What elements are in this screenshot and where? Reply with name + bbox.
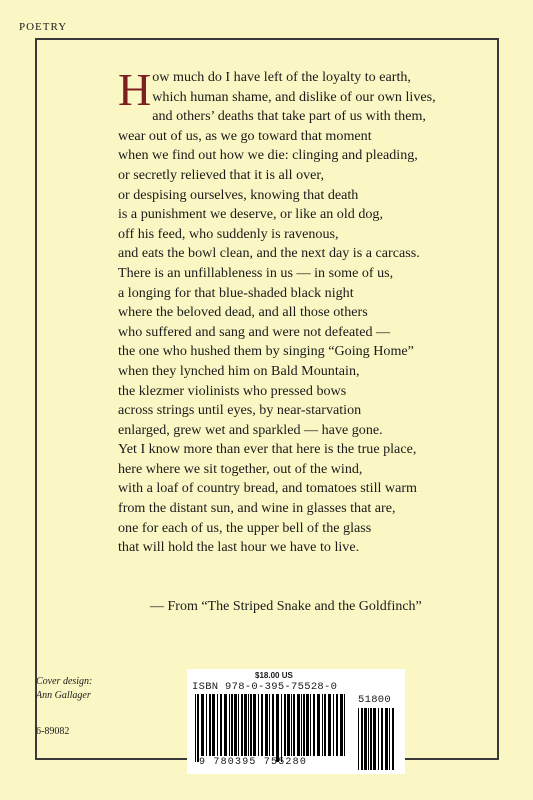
poem-line: off his feed, who suddenly is ravenous, [118, 225, 339, 242]
barcode-bar [195, 694, 196, 762]
poem-line: who suffered and sang and were not defeated — [118, 323, 391, 340]
barcode-bar [317, 694, 320, 756]
barcode-bar [361, 708, 363, 770]
barcode-bar [212, 694, 215, 756]
barcode-bar [340, 694, 343, 756]
category-label: POETRY [19, 21, 68, 33]
poem-line: here where we sit together, out of the wind, [118, 460, 363, 477]
barcode-bar [224, 694, 227, 756]
barcode-bar [322, 694, 323, 756]
barcode-bar [306, 694, 309, 756]
barcode-bar [258, 694, 259, 756]
barcode-bar [220, 694, 222, 756]
poem-line: is a punishment we deserve, or like an old dog, [118, 206, 383, 223]
barcode-bar [381, 708, 383, 770]
barcode-bar [301, 694, 302, 756]
barcode-bar [344, 694, 345, 756]
poem-line: where the beloved dead, and all those others [118, 304, 368, 321]
isbn-number: ISBN 978-0-395-75528-0 [192, 681, 338, 693]
cover-designer-name: Ann Gallager [36, 690, 91, 701]
cover-design-credit [36, 675, 92, 703]
barcode-bar [231, 694, 233, 756]
barcode-bar [297, 694, 300, 756]
poem-line: the one who hushed them by singing “Going Home” [118, 343, 414, 360]
product-code: 6-89082 [36, 726, 70, 737]
barcode-bar [238, 694, 239, 756]
barcode-bar [324, 694, 326, 756]
barcode-bar [385, 708, 388, 770]
poem-line: or despising ourselves, knowing that death [118, 186, 359, 203]
barcode-bar [328, 694, 331, 756]
poem-line: which human shame, and dislike of our own lives, [152, 88, 436, 105]
barcode-bar [248, 694, 249, 756]
barcode-bar [336, 694, 338, 756]
poem-line: across strings until eyes, by near-starvation [118, 402, 362, 419]
poem-line: and eats the bowl clean, and the next day is a carcass. [118, 245, 420, 262]
barcode-bar [389, 708, 390, 770]
barcode-bar [197, 694, 199, 762]
poem-line: or secretly relieved that it is all over, [118, 166, 325, 183]
barcode-bar [293, 694, 295, 756]
barcode-bar [373, 708, 376, 770]
poem-line: enlarged, grew wet and sparkled — have gone. [118, 421, 383, 438]
barcode-bar [370, 708, 372, 770]
barcode-bar [364, 708, 367, 770]
barcode-bar [378, 708, 379, 770]
poem-line: when we find out how we die: clinging and pleading, [118, 147, 418, 164]
barcode-bar [201, 694, 204, 756]
poem-line: There is an unfillableness in us — in some of us, [118, 264, 394, 281]
barcode-bar [250, 694, 252, 756]
barcode-bar [358, 708, 359, 770]
barcode-bar [333, 694, 334, 756]
barcode-bar [291, 694, 292, 756]
barcode-bar [209, 694, 211, 756]
barcode-bar [284, 694, 286, 756]
barcode-bar [310, 694, 311, 756]
drop-cap: H [118, 64, 152, 115]
price-addon-number: 51800 [358, 694, 392, 706]
barcode-bar [241, 694, 243, 756]
poem-line: and others’ deaths that take part of us with them, [152, 108, 426, 125]
barcode-bar [206, 694, 207, 756]
barcode-bar [368, 708, 369, 770]
barcode-bar [303, 694, 305, 756]
poem-line: with a loaf of country bread, and tomatoes still warm [118, 480, 418, 497]
ean-digits: 9 780395 755280 [199, 757, 308, 768]
poem-line: the klezmer violinists who pressed bows [118, 382, 347, 399]
barcode-bar [217, 694, 218, 756]
barcode-bar [261, 694, 263, 756]
price-label: $18.00 US [255, 671, 293, 680]
poem-line: a longing for that blue-shaded black night [118, 284, 354, 301]
cover-design-label: Cover design: [36, 676, 93, 687]
barcode-bar [265, 694, 268, 756]
poem-line: that will hold the last hour we have to live. [118, 539, 360, 556]
poem-text [118, 64, 478, 558]
barcode-bar [272, 694, 274, 756]
barcode-bar [229, 694, 230, 756]
poem-line: from the distant sun, and wine in glasses that are, [118, 500, 396, 517]
poem-line: when they lynched him on Bald Mountain, [118, 362, 360, 379]
poem-first-line: ow much do I have left of the loyalty to earth, [152, 69, 411, 85]
barcode-bar [281, 694, 282, 762]
barcode-bar [313, 694, 315, 756]
barcode-bar [269, 694, 270, 756]
barcode-bar [253, 694, 256, 756]
poem-attribution: — From “The Striped Snake and the Goldfinch” [150, 599, 422, 614]
barcode-bar [276, 694, 279, 762]
barcode-bar [234, 694, 237, 756]
poem-line: one for each of us, the upper bell of the glass [118, 519, 372, 536]
poem-line: wear out of us, as we go toward that moment [118, 127, 372, 144]
barcode-bar [287, 694, 290, 756]
poem-line: Yet I know more than ever that here is the true place, [118, 441, 417, 458]
barcode-bar [392, 708, 394, 770]
barcode-bar [244, 694, 247, 756]
